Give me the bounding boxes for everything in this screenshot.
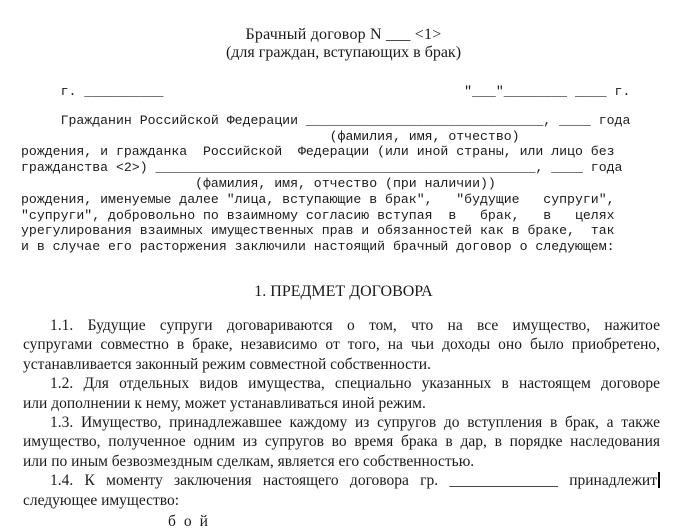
paragraph xyxy=(23,413,660,471)
intro-line: Гражданин Российской Федерации ______________________________, ____ года xyxy=(21,112,631,128)
paragraph-line: или по иным безвозмездным сделкам, является его собственностью. xyxy=(23,452,475,470)
paragraph xyxy=(23,471,660,510)
text-cursor xyxy=(658,472,660,488)
paragraph-line: 1.2. Для отдельных видов имущества, специально указанных в настоящем договоре xyxy=(50,375,660,393)
section1-heading: 1. ПРЕДМЕТ ДОГОВОРА xyxy=(254,282,433,300)
paragraph-line: 1.1. Будущие супруги договариваются о том, что на все имущество, нажитое xyxy=(50,316,660,334)
intro-monospace-block xyxy=(21,84,687,255)
intro-line: г. __________ "___"________ ____ г. xyxy=(21,84,631,99)
paragraph-line: супругами совместно в браке, независимо от того, на чьи доходы оно было приобретено, xyxy=(23,336,660,354)
paragraph-line: или дополнении к нему, может устанавливаться иной режим. xyxy=(23,394,426,412)
intro-line: "супруги", добровольно по взаимному согласию вступая в брак, в целях xyxy=(21,207,615,223)
paragraph-line: следующее имущество: xyxy=(23,491,180,509)
intro-line: рождения, и гражданка Российской Федерации (или иной страны, или лицо без xyxy=(21,144,615,160)
intro-line: гражданства <2>) ________________________________________________, ____ года xyxy=(21,160,623,176)
paragraph-line: устанавливается законный режим совместной собственности. xyxy=(23,355,431,373)
intro-line: урегулирования взаимных имущественных прав и обязанностей как в браке, так xyxy=(21,223,615,239)
paragraph-line: 1.3. Имущество, принадлежавшее каждому из супругов до вступления в брак, а также xyxy=(50,414,660,431)
section1-body xyxy=(23,316,660,510)
document-subtitle: (для граждан, вступающих в брак) xyxy=(225,44,462,61)
clipped-text-line: бой xyxy=(168,513,216,530)
document-page[interactable] xyxy=(0,26,687,530)
paragraph-line: 1.4. К моменту заключения настоящего договора гр. ______________ принадлежит xyxy=(23,471,660,490)
intro-line xyxy=(21,100,687,113)
intro-line: (фамилия, имя, отчество) xyxy=(21,128,520,144)
intro-line: и в случае его расторжения заключили настоящий брачный договор о следующем: xyxy=(21,239,615,255)
document-title: Брачный договор N ___ <1> xyxy=(245,26,442,43)
paragraph-line: имущество, полученное одним из супругов во время брака в дар, в порядке наследования xyxy=(23,433,660,451)
paragraph xyxy=(23,374,660,413)
intro-line: рождения, именуемые далее "лица, вступающие в брак", "будущие супруги", xyxy=(21,191,615,207)
intro-line: (фамилия, имя, отчество (при наличии)) xyxy=(21,175,496,191)
paragraph xyxy=(23,316,660,374)
